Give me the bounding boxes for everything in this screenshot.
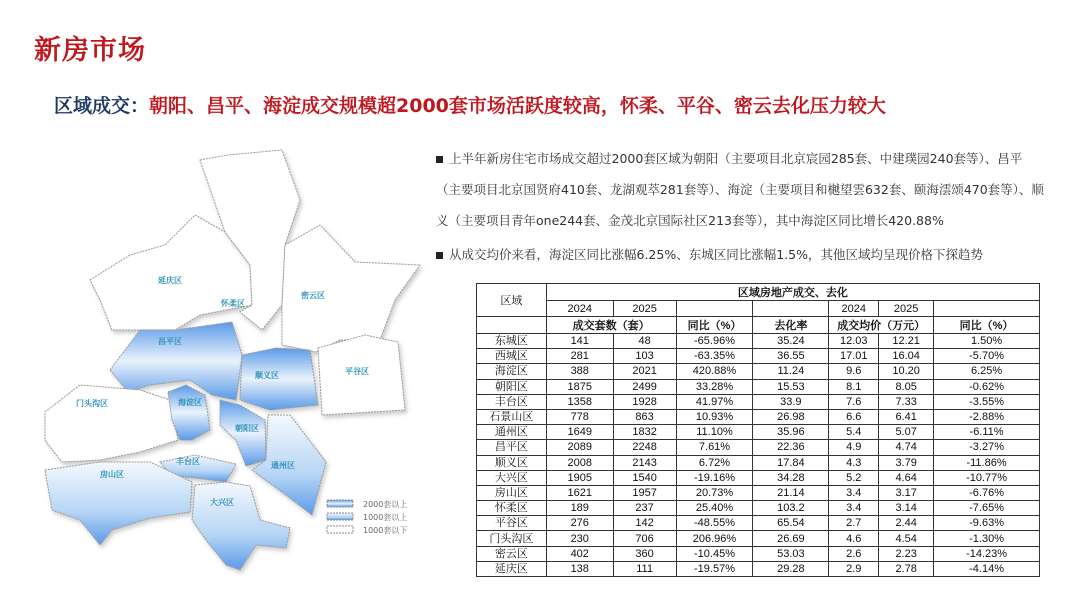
table-cell: 1540 — [613, 470, 676, 485]
table-cell: 9.6 — [829, 364, 879, 379]
district-5 — [240, 348, 318, 410]
table-cell: 103 — [613, 349, 676, 364]
district-2 — [282, 225, 420, 352]
table-cell: 昌平区 — [477, 440, 547, 455]
col-yoy: 同比（%） — [676, 317, 753, 334]
table-cell: 1832 — [613, 425, 676, 440]
table-cell: 通州区 — [477, 425, 547, 440]
table-cell: 2089 — [546, 440, 613, 455]
col-region: 区域 — [477, 284, 547, 317]
table-cell: -10.77% — [934, 470, 1040, 485]
table-cell: 2021 — [613, 364, 676, 379]
district-label: 昌平区 — [158, 337, 182, 346]
col-price-2024: 2024 — [829, 301, 879, 317]
col-yoy2: 同比（%） — [934, 317, 1040, 334]
table-row — [477, 501, 1040, 516]
table-cell: 402 — [546, 546, 613, 561]
table-cell: 10.20 — [879, 364, 934, 379]
table-cell: -65.96% — [676, 334, 753, 349]
district-sales-table — [476, 283, 1040, 577]
table-row — [477, 334, 1040, 349]
table-cell: -48.55% — [676, 516, 753, 531]
table-cell: 11.10% — [676, 425, 753, 440]
table-cell: 4.74 — [879, 440, 934, 455]
table-cell: 8.1 — [829, 379, 879, 394]
table-cell: 2.78 — [879, 561, 934, 576]
table-cell: 4.64 — [879, 470, 934, 485]
table-cell: 420.88% — [676, 364, 753, 379]
table-cell: 26.98 — [753, 409, 829, 424]
table-cell: 16.04 — [879, 349, 934, 364]
table-cell: 5.07 — [879, 425, 934, 440]
table-cell: 3.4 — [829, 501, 879, 516]
table-cell: 41.97% — [676, 394, 753, 409]
table-cell: 111 — [613, 561, 676, 576]
table-cell: -1.30% — [934, 531, 1040, 546]
table-cell: 4.3 — [829, 455, 879, 470]
table-row — [477, 531, 1040, 546]
table-cell: 35.96 — [753, 425, 829, 440]
table-cell: 6.6 — [829, 409, 879, 424]
table-cell: 1928 — [613, 394, 676, 409]
col-2024: 2024 — [546, 301, 613, 317]
district-label: 朝阳区 — [235, 424, 259, 433]
table-row — [477, 516, 1040, 531]
table-cell: -19.57% — [676, 561, 753, 576]
district-4 — [110, 322, 242, 400]
table-row — [477, 485, 1040, 500]
table-cell: 海淀区 — [477, 364, 547, 379]
table-cell: 密云区 — [477, 546, 547, 561]
table-cell: 10.93% — [676, 409, 753, 424]
table-cell: 33.28% — [676, 379, 753, 394]
table-cell: 863 — [613, 409, 676, 424]
table-cell: 大兴区 — [477, 470, 547, 485]
table-cell: 65.54 — [753, 516, 829, 531]
table-cell: 26.69 — [753, 531, 829, 546]
district-label: 密云区 — [301, 291, 325, 300]
table-cell: 1649 — [546, 425, 613, 440]
table-cell: 25.40% — [676, 501, 753, 516]
col-price-2025: 2025 — [879, 301, 934, 317]
col-deals: 成交套数（套） — [546, 317, 676, 334]
table-cell: -0.62% — [934, 379, 1040, 394]
subtitle-text: 朝阳、昌平、海淀成交规模超2000套市场活跃度较高，怀柔、平谷、密云去化压力较大 — [149, 95, 886, 117]
table-cell: 281 — [546, 349, 613, 364]
district-label: 平谷区 — [345, 367, 369, 376]
table-cell: -14.23% — [934, 546, 1040, 561]
table-cell: -6.76% — [934, 485, 1040, 500]
table-cell: 2.7 — [829, 516, 879, 531]
table-cell: 门头沟区 — [477, 531, 547, 546]
table-cell: 朝阳区 — [477, 379, 547, 394]
table-cell: 3.14 — [879, 501, 934, 516]
table-cell: 53.03 — [753, 546, 829, 561]
district-label: 丰台区 — [176, 457, 200, 466]
table-cell: 17.01 — [829, 349, 879, 364]
table-cell: 西城区 — [477, 349, 547, 364]
table-cell: 12.03 — [829, 334, 879, 349]
table-cell: -6.11% — [934, 425, 1040, 440]
table-cell: 6.41 — [879, 409, 934, 424]
table-cell: 东城区 — [477, 334, 547, 349]
district-label: 房山区 — [100, 470, 124, 479]
table-cell: 778 — [546, 409, 613, 424]
table-cell: 22.36 — [753, 440, 829, 455]
table-cell: 276 — [546, 516, 613, 531]
table-cell: 21.14 — [753, 485, 829, 500]
district-12 — [192, 482, 290, 570]
table-cell: 34.28 — [753, 470, 829, 485]
table-cell: 388 — [546, 364, 613, 379]
legend-label: 1000套以下 — [363, 526, 408, 535]
table-cell: 103.2 — [753, 501, 829, 516]
legend-swatch — [327, 513, 353, 520]
district-label: 延庆区 — [158, 276, 182, 285]
table-cell: 3.17 — [879, 485, 934, 500]
table-cell: 230 — [546, 531, 613, 546]
beijing-district-map — [0, 140, 440, 580]
table-cell: 142 — [613, 516, 676, 531]
subtitle-key: 区域成交： — [54, 95, 150, 117]
table-cell: 706 — [613, 531, 676, 546]
table-cell: 4.9 — [829, 440, 879, 455]
table-row — [477, 546, 1040, 561]
table-cell: -3.27% — [934, 440, 1040, 455]
table-cell: 怀柔区 — [477, 501, 547, 516]
col-2025: 2025 — [613, 301, 676, 317]
district-6 — [45, 385, 178, 462]
table-cell: 237 — [613, 501, 676, 516]
table-cell: 48 — [613, 334, 676, 349]
table-cell: 20.73% — [676, 485, 753, 500]
col-price: 成交均价（万元） — [829, 317, 934, 334]
table-cell: 360 — [613, 546, 676, 561]
table-cell: 2.23 — [879, 546, 934, 561]
table-cell: 141 — [546, 334, 613, 349]
table-cell: 15.53 — [753, 379, 829, 394]
table-row — [477, 364, 1040, 379]
table-cell: 1905 — [546, 470, 613, 485]
table-row — [477, 561, 1040, 576]
table-cell: 2008 — [546, 455, 613, 470]
table-cell: 7.61% — [676, 440, 753, 455]
table-cell: 4.6 — [829, 531, 879, 546]
table-cell: 2.9 — [829, 561, 879, 576]
table-cell: 1358 — [546, 394, 613, 409]
district-label: 海淀区 — [178, 398, 202, 407]
table-cell: -3.55% — [934, 394, 1040, 409]
table-cell: 7.6 — [829, 394, 879, 409]
table-cell: -10.45% — [676, 546, 753, 561]
legend-label: 2000套以上 — [363, 500, 408, 509]
table-row — [477, 455, 1040, 470]
table-cell: 189 — [546, 501, 613, 516]
table-cell: 丰台区 — [477, 394, 547, 409]
subtitle — [54, 91, 886, 118]
table-row — [477, 425, 1040, 440]
table-cell: 138 — [546, 561, 613, 576]
table-cell: 6.25% — [934, 364, 1040, 379]
table-cell: 17.84 — [753, 455, 829, 470]
table-cell: 1957 — [613, 485, 676, 500]
table-cell: 平谷区 — [477, 516, 547, 531]
table-cell: 29.28 — [753, 561, 829, 576]
table-cell: 2248 — [613, 440, 676, 455]
col-rate: 去化率 — [753, 317, 829, 334]
table-cell: 2143 — [613, 455, 676, 470]
table-cell: 8.05 — [879, 379, 934, 394]
table-row — [477, 394, 1040, 409]
table-cell: 12.21 — [879, 334, 934, 349]
table-cell: 房山区 — [477, 485, 547, 500]
table-cell: -63.35% — [676, 349, 753, 364]
table-cell: 石景山区 — [477, 409, 547, 424]
table-row — [477, 349, 1040, 364]
table-cell: -5.70% — [934, 349, 1040, 364]
table-row — [477, 470, 1040, 485]
table-cell: 206.96% — [676, 531, 753, 546]
bullet-text: 从成交均价来看，海淀区同比涨幅6.25%、东城区同比涨幅1.5%，其他区域均呈现价格下探趋势 — [449, 247, 983, 262]
table-cell: 11.24 — [753, 364, 829, 379]
table-cell: -9.63% — [934, 516, 1040, 531]
bullet-text: 上半年新房住宅市场成交超过2000套区域为朝阳（主要项目北京宸园285套、中建璞园240套等）、昌平（主要项目北京国贤府410套、龙湖观萃281套等）、海淀（主要项目和樾望雲632套、颐海澐颂470套等）、顺义（主要项目青年one244套、金茂北京国际社区213套等），其中海淀区同比增长420.88% — [436, 151, 1044, 228]
district-label: 顺义区 — [255, 371, 279, 380]
table-cell: -2.88% — [934, 409, 1040, 424]
table-cell: 4.54 — [879, 531, 934, 546]
table-cell: 2.6 — [829, 546, 879, 561]
legend-swatch — [327, 526, 353, 533]
district-label: 怀柔区 — [221, 299, 245, 308]
table-cell: -4.14% — [934, 561, 1040, 576]
bullet-2 — [436, 239, 1046, 270]
district-label: 通州区 — [271, 461, 295, 470]
table-row — [477, 409, 1040, 424]
legend-label: 1000套以上 — [363, 513, 408, 522]
table-row — [477, 379, 1040, 394]
page-title: 新房市场 — [34, 35, 146, 66]
table-cell: 35.24 — [753, 334, 829, 349]
table-cell: 7.33 — [879, 394, 934, 409]
table-cell: 3.79 — [879, 455, 934, 470]
table-row — [477, 440, 1040, 455]
table-cell: -11.86% — [934, 455, 1040, 470]
table-cell: -19.16% — [676, 470, 753, 485]
table-cell: 顺义区 — [477, 455, 547, 470]
table-cell: 3.4 — [829, 485, 879, 500]
district-label: 门头沟区 — [76, 399, 108, 408]
table-cell: 1621 — [546, 485, 613, 500]
table-cell: 5.2 — [829, 470, 879, 485]
table-cell: 33.9 — [753, 394, 829, 409]
table-cell: 1.50% — [934, 334, 1040, 349]
bullet-1 — [436, 143, 1046, 236]
table-cell: 5.4 — [829, 425, 879, 440]
district-label: 大兴区 — [210, 498, 234, 507]
table-cell: 2499 — [613, 379, 676, 394]
table-cell: 延庆区 — [477, 561, 547, 576]
legend-swatch — [327, 500, 353, 507]
district-8 — [220, 400, 266, 466]
table-title: 区域房地产成交、去化 — [546, 284, 1039, 301]
table-cell: 2.44 — [879, 516, 934, 531]
table-cell: 6.72% — [676, 455, 753, 470]
table-cell: 1875 — [546, 379, 613, 394]
table-cell: 36.55 — [753, 349, 829, 364]
table-cell: -7.65% — [934, 501, 1040, 516]
